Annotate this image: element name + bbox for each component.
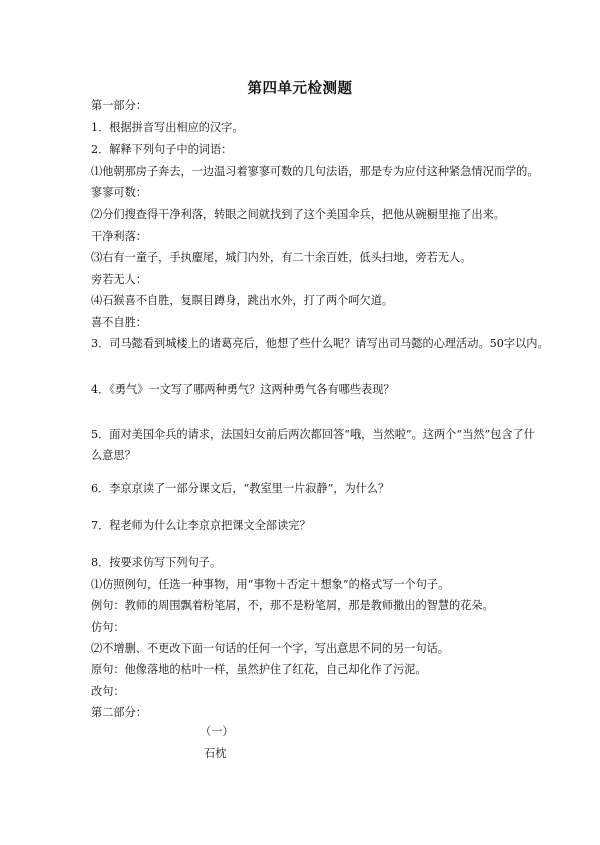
question-2-term-1: 寥寥可数：	[91, 186, 147, 199]
question-2-sentence-4: ⑷石猴喜不自胜，复瞑目蹲身，跳出水外，打了两个呵欠道。	[91, 294, 394, 307]
question-2-sentence-2: ⑵分们搜查得干净利落，转眼之间就找到了这个美国伞兵，把他从碗橱里拖了出来。	[91, 208, 505, 221]
question-2-term-3: 旁若无人：	[91, 273, 147, 286]
question-6: 6．李京京读了一部分课文后，“教室里一片寂静”，为什么？	[91, 482, 390, 495]
part2-heading: 第二部分：	[91, 706, 147, 719]
question-4: 4．《勇气》一文写了哪两种勇气？这两种勇气各有哪些表现？	[91, 383, 395, 396]
question-8-item-2: ⑵不增删、不更改下面一句话的任何一个字，写出意思不同的另一句话。	[91, 642, 450, 655]
question-2-term-2: 干净利落：	[91, 230, 147, 243]
question-2-sentence-1: ⑴他朝那房子奔去，一边温习着寥寥可数的几句法语，那是专为应付这种紧急情况而学的。	[91, 165, 539, 178]
question-2-sentence-3: ⑶右有一童子，手执麈尾，城门内外，有二十余百姓，低头扫地，旁若无人。	[91, 251, 472, 264]
question-8-imitate: 仿句：	[91, 621, 125, 634]
question-2: 2．解释下列句子中的词语：	[91, 143, 233, 156]
question-8-example: 例句：教师的周围飘着粉笔屑，不，那不是粉笔屑，那是教师撒出的智慧的花朵。	[91, 599, 494, 612]
question-2-term-4: 喜不自胜：	[91, 316, 147, 329]
question-1: 1．根据拼音写出相应的汉字。	[91, 121, 244, 134]
question-5-line-2: 么意思？	[91, 449, 136, 462]
part1-heading: 第一部分：	[91, 99, 147, 112]
question-5-line-1: 5．面对美国伞兵的请求，法国妇女前后两次都回答“哦，当然啦”。这两个“当然”包含了什	[91, 428, 535, 441]
question-8: 8．按要求仿写下列句子。	[91, 556, 222, 569]
page-title: 第四单元检测题	[247, 81, 353, 97]
question-7: 7．程老师为什么让李京京把课文全部读完？	[91, 519, 311, 532]
question-8-item-1: ⑴仿照例句，任选一种事物，用“事物＋否定＋想象”的格式写一个句子。	[91, 578, 450, 591]
section-title: 石枕	[204, 747, 227, 760]
section-number: （一）	[200, 725, 234, 738]
question-8-rewrite: 改句：	[91, 685, 125, 698]
question-8-original: 原句：他像落地的枯叶一样，虽然护住了红花，自己却化作了污泥。	[91, 663, 427, 676]
question-3: 3．司马懿看到城楼上的诸葛亮后，他想了些什么呢？请写出司马懿的心理活动。50字以内。	[91, 337, 549, 350]
